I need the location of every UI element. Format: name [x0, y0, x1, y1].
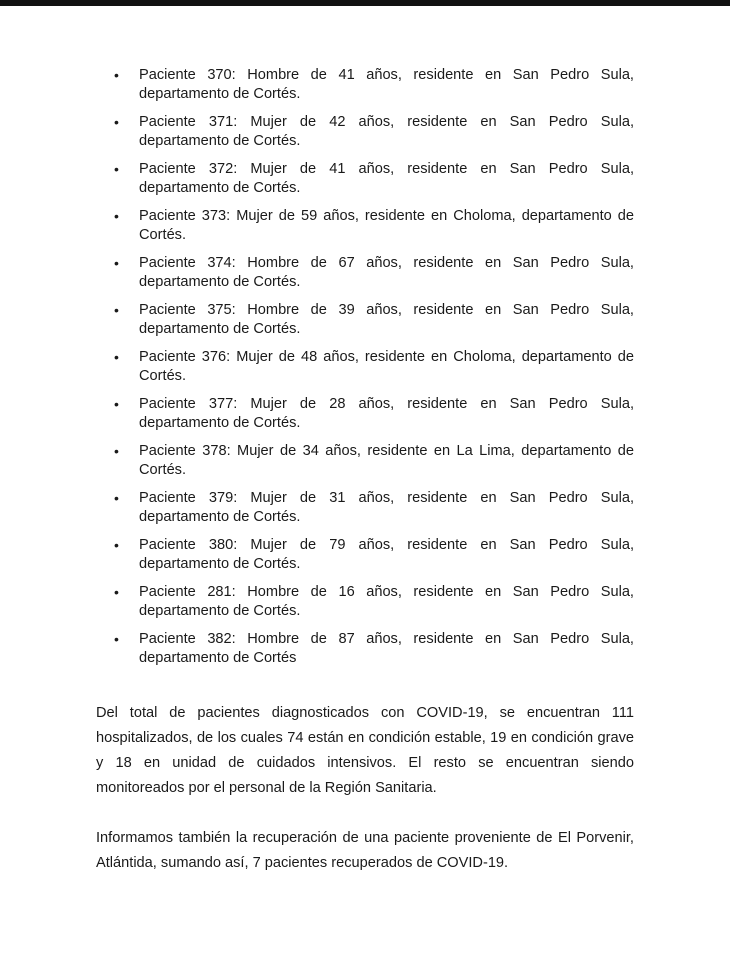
list-item	[114, 489, 634, 527]
bullet: •	[114, 490, 119, 506]
list-item-text: Paciente 374: Hombre de 67 años, residente en San Pedro Sula, departamento de Cortés.	[139, 255, 634, 290]
list-item	[114, 301, 634, 339]
list-item-text: Paciente 377: Mujer de 28 años, residente en San Pedro Sula, departamento de Cortés.	[139, 396, 634, 431]
bullet: •	[114, 114, 119, 130]
hospitalization-summary-paragraph: Del total de pacientes diagnosticados con COVID-19, se encuentran 111 hospitalizados, de los cuales 74 están en condición estable, 19 en condición grave y 18 en unidad de cuidados intensivos. El resto se encuentran siendo monitoreados por el personal de la Región Sanitaria.	[96, 705, 634, 796]
list-item-text: Paciente 380: Mujer de 79 años, residente en San Pedro Sula, departamento de Cortés.	[139, 537, 634, 572]
list-item	[114, 395, 634, 433]
list-item	[114, 254, 634, 292]
list-item-text: Paciente 281: Hombre de 16 años, residente en San Pedro Sula, departamento de Cortés.	[139, 584, 634, 619]
list-item-text: Paciente 371: Mujer de 42 años, residente en San Pedro Sula, departamento de Cortés.	[139, 114, 634, 149]
list-item	[114, 160, 634, 198]
list-item	[114, 113, 634, 151]
list-item-text: Paciente 373: Mujer de 59 años, residente en Choloma, departamento de Cortés.	[139, 208, 634, 243]
list-item	[114, 630, 634, 668]
bullet: •	[114, 631, 119, 647]
bullet: •	[114, 255, 119, 271]
list-item-text: Paciente 378: Mujer de 34 años, residente en La Lima, departamento de Cortés.	[139, 443, 634, 478]
list-item-text: Paciente 379: Mujer de 31 años, residente en San Pedro Sula, departamento de Cortés.	[139, 490, 634, 525]
list-item	[114, 536, 634, 574]
list-item-text: Paciente 382: Hombre de 87 años, residente en San Pedro Sula, departamento de Cortés	[139, 631, 634, 666]
list-item-text: Paciente 372: Mujer de 41 años, residente en San Pedro Sula, departamento de Cortés.	[139, 161, 634, 196]
list-item	[114, 442, 634, 480]
list-item-text: Paciente 376: Mujer de 48 años, residente en Choloma, departamento de Cortés.	[139, 349, 634, 384]
bullet: •	[114, 537, 119, 553]
bullet: •	[114, 208, 119, 224]
list-item-text: Paciente 375: Hombre de 39 años, residente en San Pedro Sula, departamento de Cortés.	[139, 302, 634, 337]
list-item	[114, 66, 634, 104]
bullet: •	[114, 349, 119, 365]
list-item	[114, 207, 634, 245]
bullet: •	[114, 161, 119, 177]
list-item-text: Paciente 370: Hombre de 41 años, residente en San Pedro Sula, departamento de Cortés.	[139, 67, 634, 102]
bullet: •	[114, 396, 119, 412]
list-item	[114, 348, 634, 386]
recovery-paragraph: Informamos también la recuperación de una paciente proveniente de El Porvenir, Atlántida, sumando así, 7 pacientes recuperados de COVID-19.	[96, 830, 634, 871]
list-item	[114, 583, 634, 621]
bullet: •	[114, 302, 119, 318]
bullet: •	[114, 67, 119, 83]
top-border-bar	[0, 0, 730, 6]
bullet: •	[114, 443, 119, 459]
bullet: •	[114, 584, 119, 600]
